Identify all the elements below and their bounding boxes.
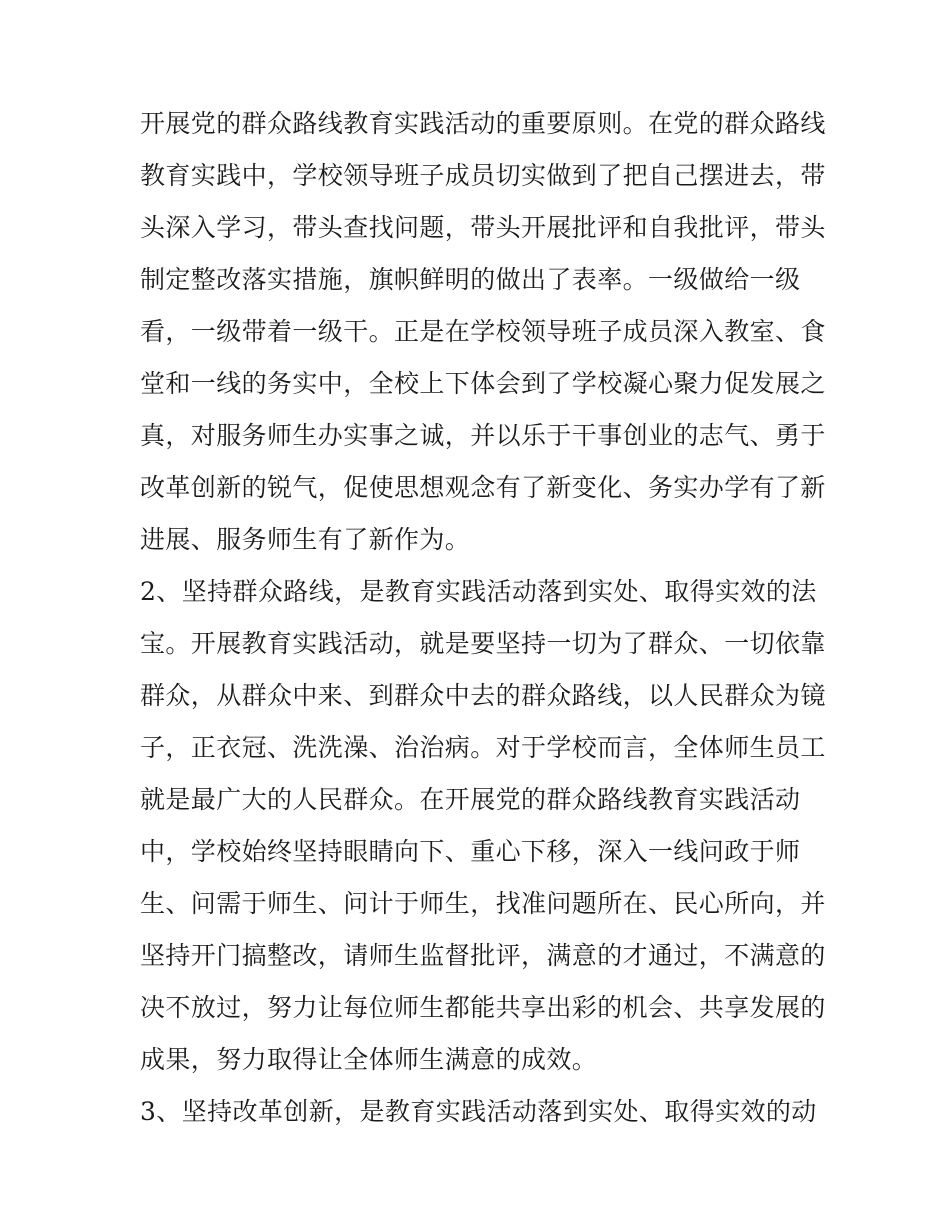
text-line: 子，正衣冠、洗洗澡、治治病。对于学校而言，全体师生员工 — [140, 733, 826, 762]
text-line: 决不放过，努力让每位师生都能共享出彩的机会、共享发展的 — [140, 993, 826, 1022]
text-line: 开展党的群众路线教育实践活动的重要原则。在党的群众路线 — [140, 109, 826, 138]
text-line: 中，学校始终坚持眼睛向下、重心下移，深入一线问政于师 — [140, 837, 801, 866]
text-line: 教育实践中，学校领导班子成员切实做到了把自己摆进去，带 — [140, 161, 826, 190]
text-line: 坚持开门搞整改，请师生监督批评，满意的才通过，不满意的 — [140, 941, 826, 970]
text-line: 成果，努力取得让全体师生满意的成效。 — [140, 1045, 598, 1074]
body-text — [140, 98, 830, 1138]
text-line: 头深入学习，带头查找问题，带头开展批评和自我批评，带头 — [140, 213, 826, 242]
text-line: 真，对服务师生办实事之诚，并以乐于干事创业的志气、勇于 — [140, 421, 826, 450]
text-line: 群众，从群众中来、到群众中去的群众路线，以人民群众为镜 — [140, 681, 826, 710]
text-line: 就是最广大的人民群众。在开展党的群众路线教育实践活动 — [140, 785, 801, 814]
text-line: 看，一级带着一级干。正是在学校领导班子成员深入教室、食 — [140, 317, 826, 346]
text-line: 生、问需于师生、问计于师生，找准问题所在、民心所向，并 — [140, 889, 826, 918]
text-line: 2、坚持群众路线，是教育实践活动落到实处、取得实效的法 — [140, 577, 817, 606]
text-line: 改革创新的锐气，促使思想观念有了新变化、务实办学有了新 — [140, 473, 826, 502]
text-line: 3、坚持改革创新，是教育实践活动落到实处、取得实效的动 — [140, 1097, 817, 1126]
text-line: 进展、服务师生有了新作为。 — [140, 525, 471, 554]
text-line: 宝。开展教育实践活动，就是要坚持一切为了群众、一切依靠 — [140, 629, 826, 658]
text-line: 制定整改落实措施，旗帜鲜明的做出了表率。一级做给一级 — [140, 265, 801, 294]
text-line: 堂和一线的务实中，全校上下体会到了学校凝心聚力促发展之 — [140, 369, 826, 398]
